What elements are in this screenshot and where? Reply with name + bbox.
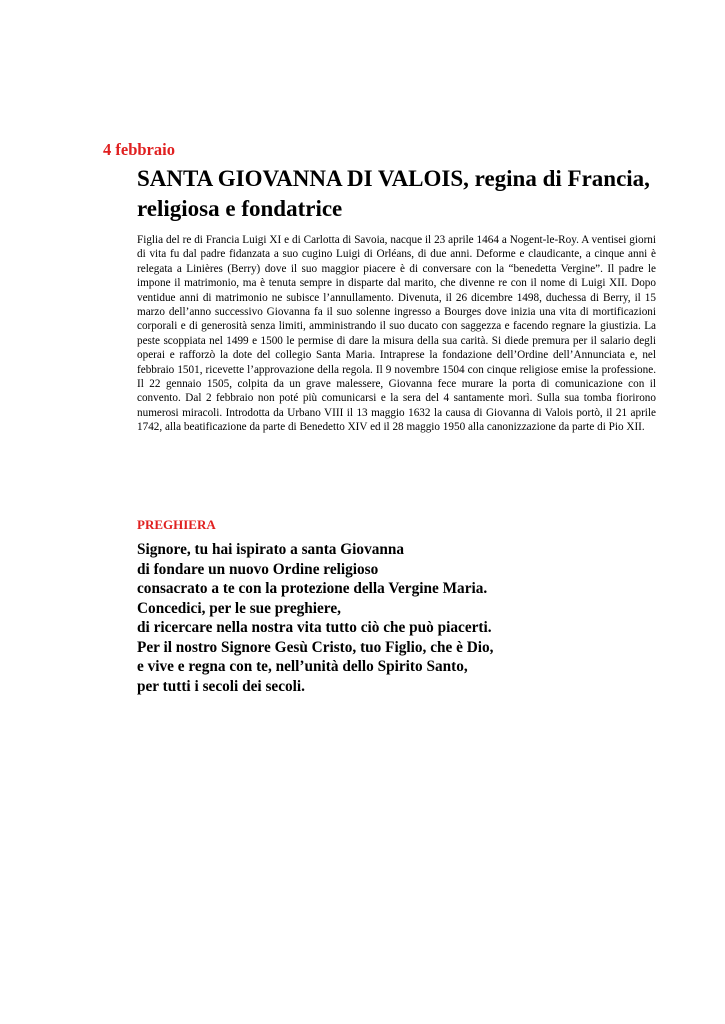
prayer-heading: PREGHIERA	[137, 517, 216, 532]
feast-date: 4 febbraio	[103, 140, 175, 159]
prayer-line: Per il nostro Signore Gesù Cristo, tuo Figlio, che è Dio,	[137, 638, 494, 656]
biography-paragraph: Figlia del re di Francia Luigi XI e di Carlotta di Savoia, nacque il 23 aprile 1464 a Nogent-le-Roy. A ventisei giorni di vita fu dal padre fidanzata a suo cugino Luigi di Orléans, di due anni. Deforme e claudicante, a cinque anni è relegata a Linières (Berry) dove il suo maggior piacere è di conversare con la “benedetta Vergine”. Il padre le impone il matrimonio, ma è tenuta sempre in disparte dal marito, che divenne re con il nome di Luigi XII. Dopo ventidue anni di matrimonio ne subisce l’annullamento. Divenuta, il 26 dicembre 1498, duchessa di Berry, il 15 marzo dell’anno successivo Giovanna fa il suo solenne ingresso a Bourges dove inizia una vita di mortificazioni corporali e di generosità senza limiti, amministrando il suo ducato con saggezza e facendo regnare la giustizia. La peste scoppiata nel 1499 e 1500 le permise di dare la misura della sua carità. Si diede premura per il salario degli operai e rafforzò la dote del collegio Santa Maria. Intraprese la fondazione dell’Ordine dell’Annunciata e, nel febbraio 1501, ricevette l’approvazione della regola. Il 9 novembre 1504 con cinque religiose emise la professione. Il 22 gennaio 1505, colpita da un grave malessere, Giovanna fece murare la porta di comunicazione con il convento. Dal 2 febbraio non poté più comunicarsi e la sera del 4 santamente morì. Sulla sua tomba fiorirono numerosi miracoli. Introdotta da Urbano VIII il 13 maggio 1632 la causa di Giovanna di Valois portò, il 21 aprile 1742, alla beatificazione da parte di Benedetto XIV ed il 28 maggio 1950 alla canonizzazione da parte di Pio XII.	[137, 234, 656, 434]
prayer-line: consacrato a te con la protezione della Vergine Maria.	[137, 580, 488, 597]
prayer-line: per tutti i secoli dei secoli.	[137, 677, 305, 695]
prayer-text	[137, 540, 657, 696]
page-title: SANTA GIOVANNA DI VALOIS, regina di Francia, religiosa e fondatrice	[137, 166, 650, 221]
prayer-line: Concedici, per le sue preghiere,	[137, 599, 341, 617]
prayer-line: di fondare un nuovo Ordine religioso	[137, 560, 379, 578]
prayer-line: Signore, tu hai ispirato a santa Giovanna	[137, 541, 405, 558]
prayer-line: e vive e regna con te, nell’unità dello Spirito Santo,	[137, 658, 468, 675]
prayer-line: di ricercare nella nostra vita tutto ciò che può piacerti.	[137, 619, 492, 636]
